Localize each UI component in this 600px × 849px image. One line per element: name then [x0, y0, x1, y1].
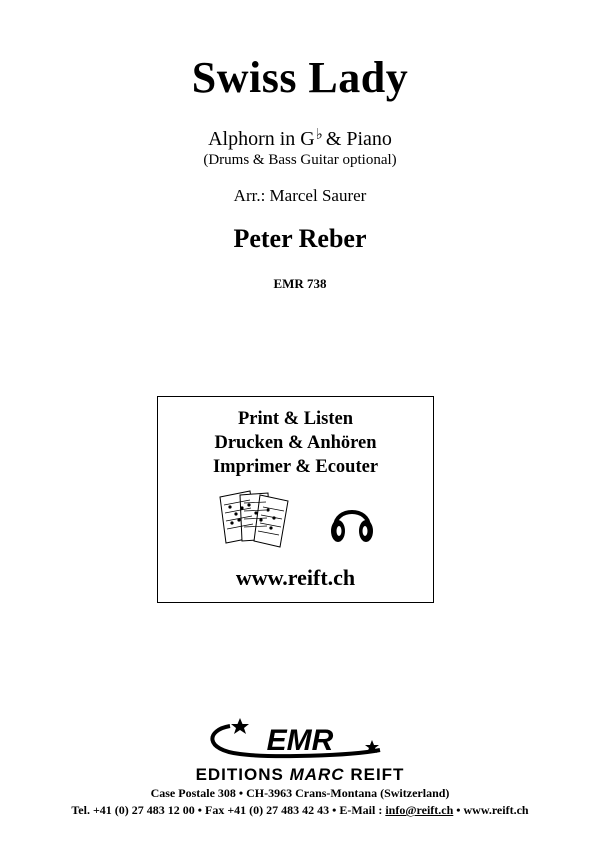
print-listen-box — [157, 396, 434, 603]
instrumentation — [0, 125, 600, 151]
publisher-part-1: EDITIONS — [195, 765, 284, 784]
emr-logo — [200, 716, 400, 764]
promo-line-french: Imprimer & Ecouter — [212, 457, 379, 477]
contact-prefix: Tel. +41 (0) 27 483 12 00 • Fax +41 (0) 27 483 42 43 • E-Mail : — [71, 803, 386, 817]
contact-suffix: • www.reift.ch — [453, 803, 529, 817]
promo-line-english: Print & Listen — [237, 409, 354, 429]
publisher-name — [0, 765, 600, 785]
optional-instruments: (Drums & Bass Guitar optional) — [203, 152, 397, 168]
catalog-number: EMR 738 — [273, 276, 327, 291]
logo-text: EMR — [266, 724, 334, 757]
publisher-part-3: REIFT — [350, 765, 405, 784]
instrument-suffix: & Piano — [325, 128, 392, 150]
title: Swiss Lady — [191, 53, 409, 102]
website-url[interactable]: www.reift.ch — [235, 565, 356, 590]
arranger: Arr.: Marcel Saurer — [233, 186, 367, 205]
sheet-music-icon — [216, 487, 294, 549]
publisher-part-2: MARC — [289, 765, 345, 784]
contact-line — [0, 803, 600, 818]
flat-symbol: ♭ — [315, 127, 323, 143]
headphones-icon — [327, 497, 377, 545]
composer: Peter Reber — [233, 224, 367, 253]
promo-line-german: Drucken & Anhören — [214, 433, 377, 453]
email-link[interactable]: info@reift.ch — [385, 803, 454, 817]
postal-address: Case Postale 308 • CH-3963 Crans-Montana (Switzerland) — [150, 786, 450, 800]
instrument-prefix: Alphorn in G — [208, 128, 315, 150]
